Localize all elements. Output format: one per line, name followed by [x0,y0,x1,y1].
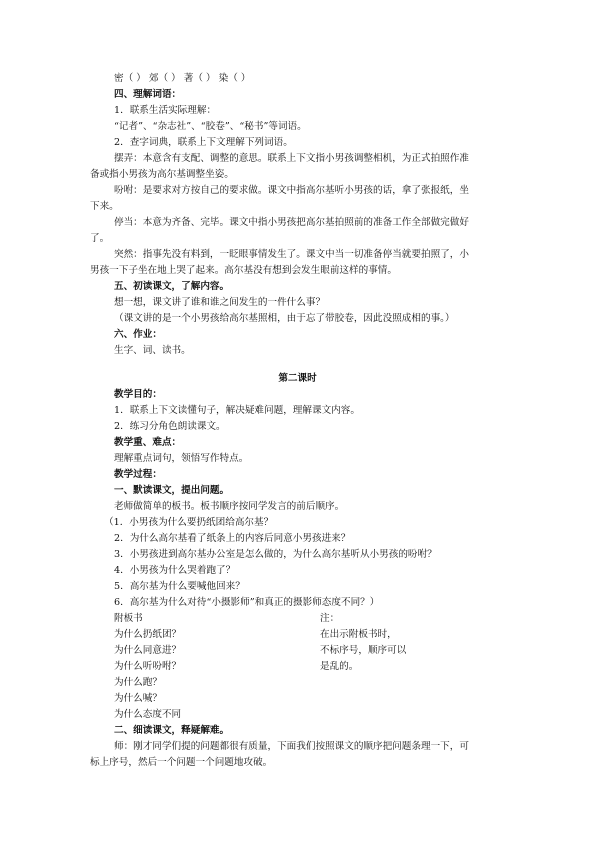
board-item: 为什么扔纸团？ [114,629,182,640]
board-item: 为什么听吩咐？ [114,661,182,672]
text-line: 理解重点词句，领悟写作特点。 [114,453,249,464]
lesson-title: 第二课时 [278,373,317,384]
text-line: 1．联系生活实际理解： [114,105,217,116]
board-item: 为什么喊？ [114,693,162,704]
text-line: 下来。 [90,201,119,212]
section-heading: 教学重、难点： [114,437,182,448]
text-line: 了。 [90,233,110,244]
text-line: 1．联系上下文读懂句子，解决疑难问题，理解课文内容。 [114,405,360,416]
note-heading: 注： [320,613,340,624]
text-line: 男孩一下子坐在地上哭了起来。高尔基没有想到会发生眼前这样的事情。 [90,265,397,276]
board-item: 为什么态度不同 [114,709,182,720]
text-line: 吩咐：是要求对方按自己的要求做。课文中指高尔基听小男孩的话，拿了张报纸，坐 [114,185,469,196]
section-heading: 教学过程： [114,469,162,480]
text-line: 生字、词、读书。 [114,345,191,356]
pinyin-blank-row: 密（ ） 郊（ ） 著（ ） 染（ ） [114,73,251,84]
question-item: 6．高尔基为什么对待“小摄影师”和真正的摄影师态度不同？） [114,597,380,608]
section-heading: 一、默读课文，提出问题。 [114,485,230,496]
text-line: 2．练习分角色朗读课文。 [114,421,226,432]
note-text: 是乱的。 [320,661,359,672]
text-line: （课文讲的是一个小男孩给高尔基照相，由于忘了带胶卷，因此没照成相的事。） [114,313,455,324]
question-item: （1．小男孩为什么要扔纸团给高尔基？ [104,517,274,528]
section-heading: 教学目的： [114,389,162,400]
section-heading: 六、作业： [114,329,162,340]
question-item: 4．小男孩为什么哭着跑了？ [114,565,236,576]
note-text: 在出示附板书时， [320,629,397,640]
text-line: 备或指小男孩为高尔基调整坐姿。 [90,169,234,180]
question-item: 3．小男孩进到高尔基办公室是怎么做的，为什么高尔基听从小男孩的吩咐？ [114,549,437,560]
text-line: 摆弄：本意含有支配、调整的意思。联系上下文指小男孩调整相机，为正式拍照作准 [114,153,469,164]
text-line: 老师做简单的板书。板书顺序按同学发言的前后顺序。 [114,501,345,512]
text-line: “记者”、“杂志社”、“胶卷”、“秘书”等词语。 [114,121,307,132]
text-line: 师：刚才同学们提的问题都很有质量，下面我们按照课文的顺序把问题条理一下，可 [114,741,469,752]
board-item: 为什么跑？ [114,677,162,688]
section-heading: 四、理解词语： [114,89,182,100]
board-item: 为什么同意进？ [114,645,182,656]
question-item: 2．为什么高尔基看了纸条上的内容后同意小男孩进来？ [114,533,351,544]
text-line: 标上序号，然后一个问题一个问题地攻破。 [90,757,273,768]
text-line: 停当：本意为齐备、完毕。课文中指小男孩把高尔基拍照前的准备工作全部做完做好 [114,217,469,228]
board-heading: 附板书 [114,613,143,624]
note-text: 不标序号，顺序可以 [320,645,407,656]
text-line: 2．查字词典，联系上下文理解下列词语。 [114,137,293,148]
section-heading: 五、初读课文，了解内容。 [114,281,230,292]
section-heading: 二、细读课文，释疑解难。 [114,725,230,736]
question-item: 5．高尔基为什么要喊他回来？ [114,581,245,592]
text-line: 突然：指事先没有料到，一眨眼事情发生了。课文中当一切准备停当就要拍照了，小 [114,249,469,260]
text-line: 想一想，课文讲了谁和谁之间发生的一件什么事？ [114,297,326,308]
